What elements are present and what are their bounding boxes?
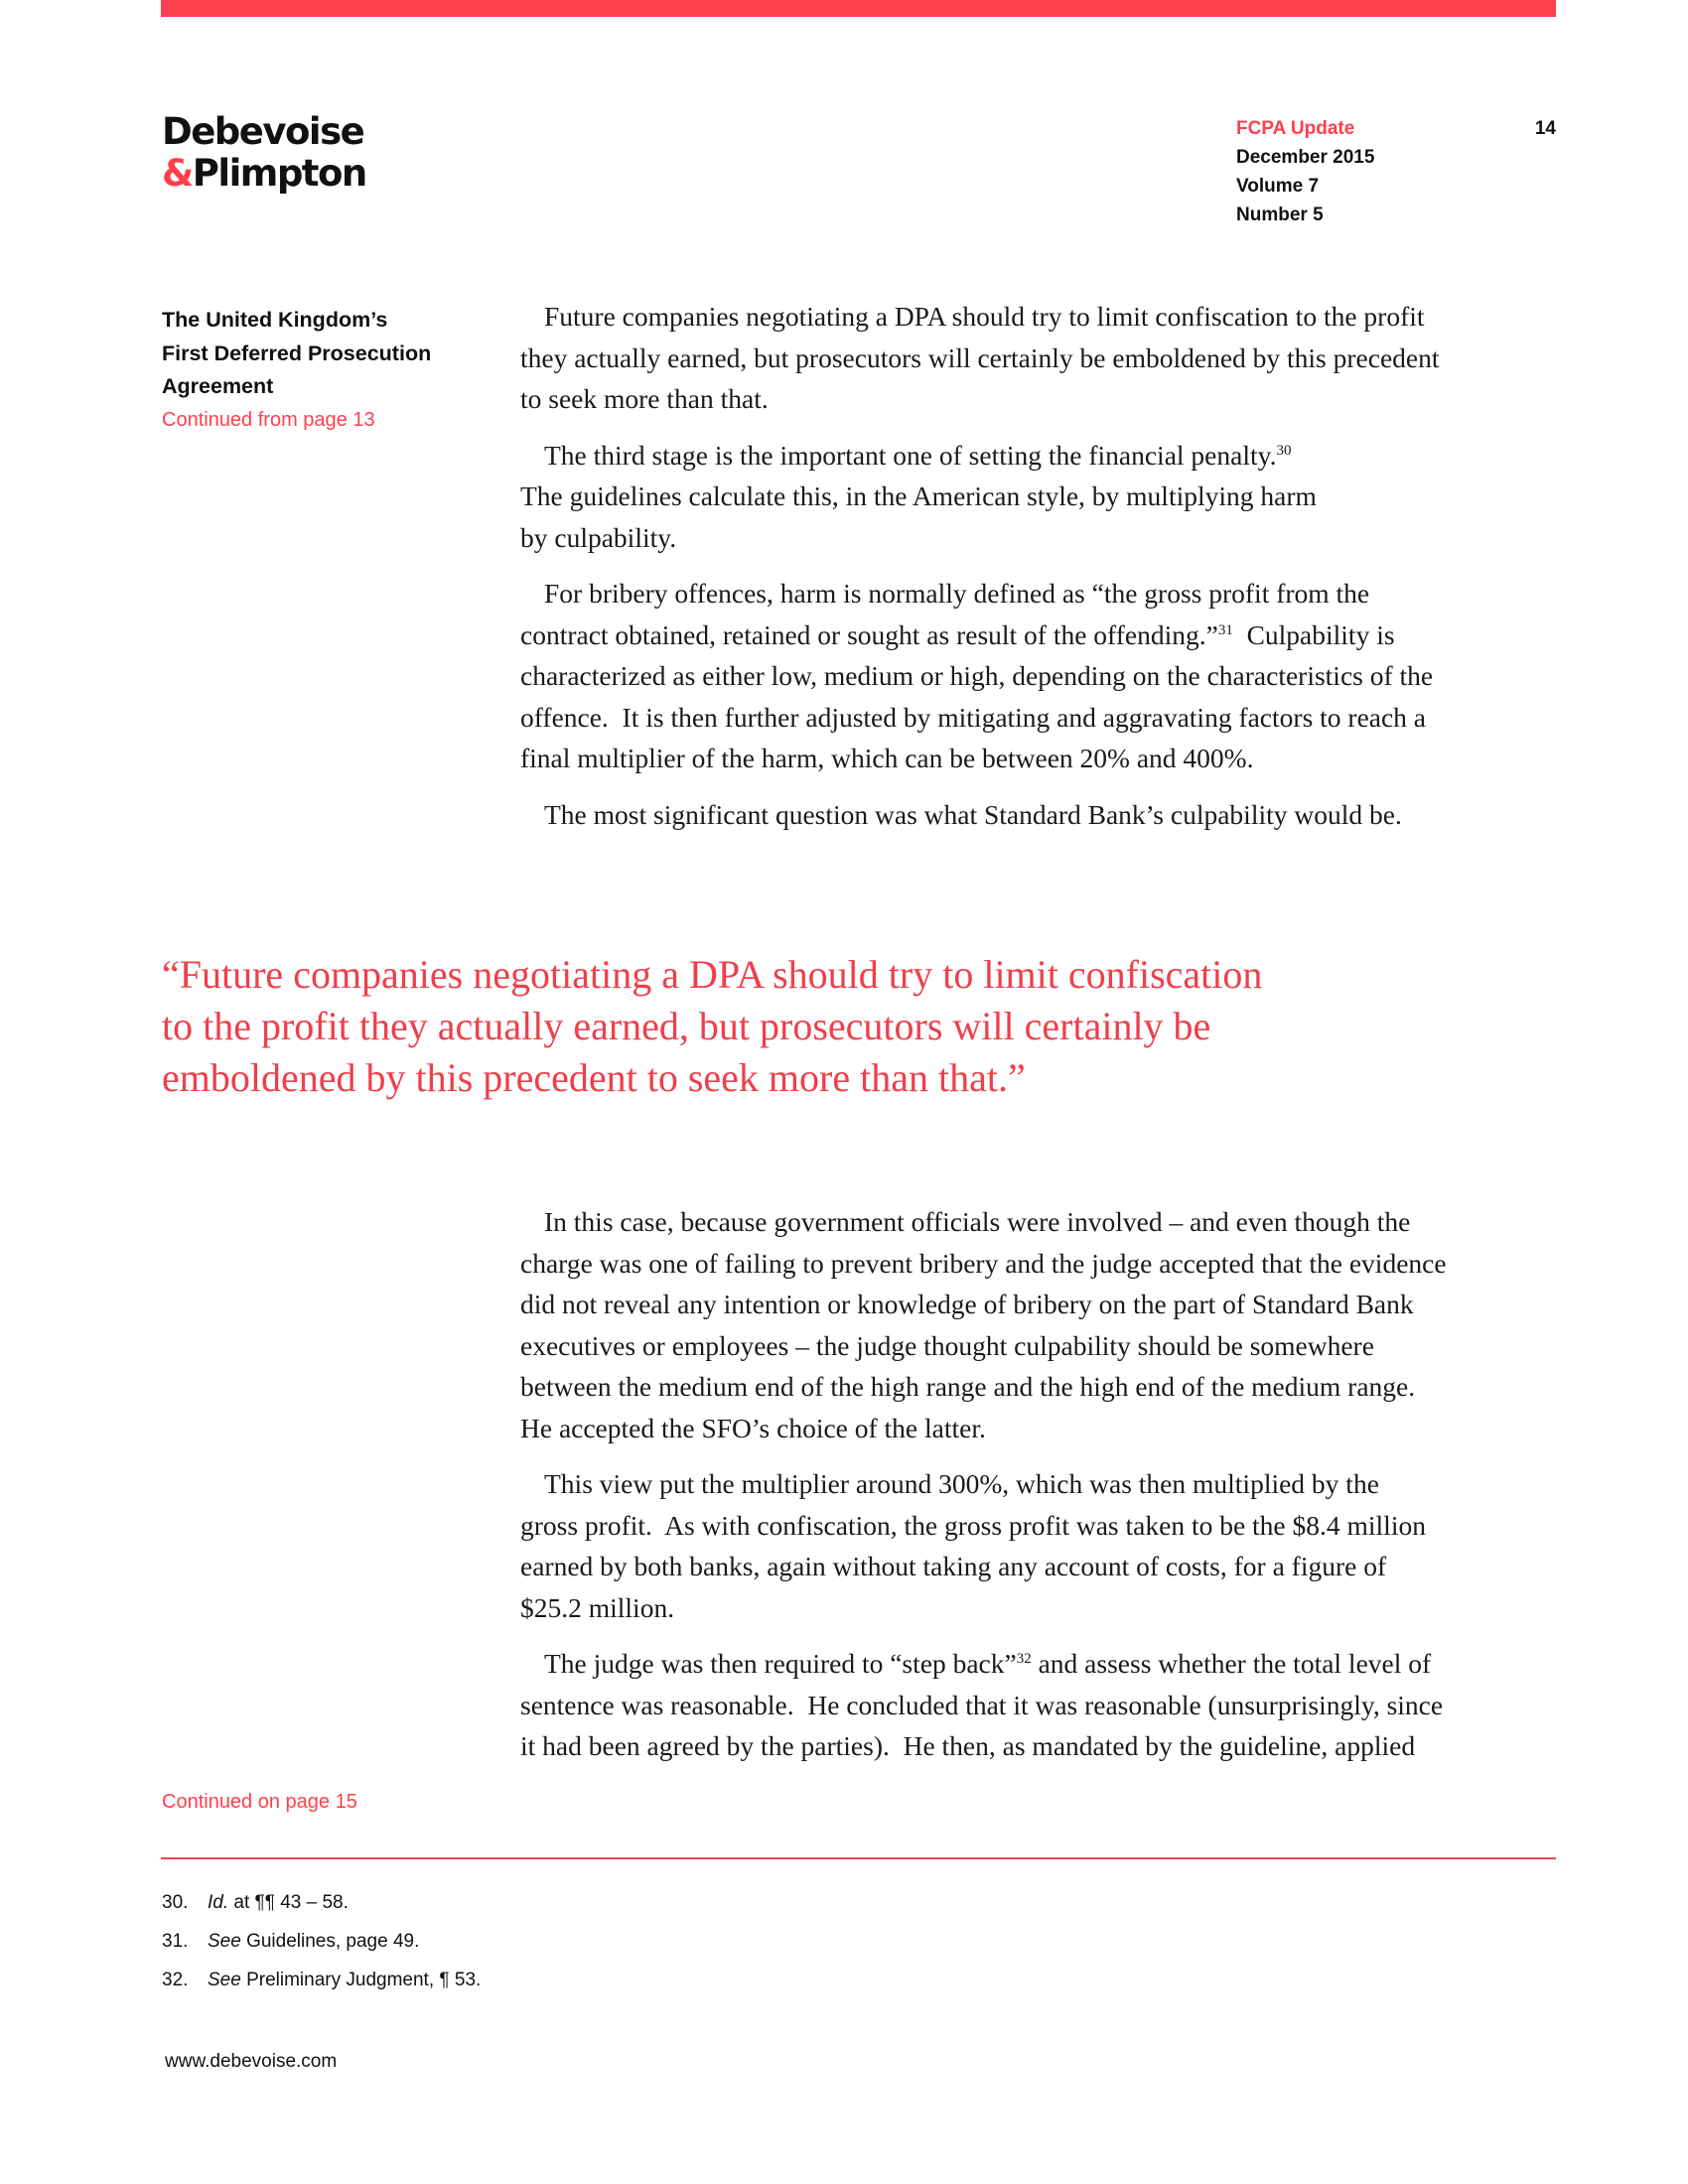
issue-number: Number 5 xyxy=(1236,205,1324,225)
text-line xyxy=(520,1587,1563,1629)
text-line xyxy=(520,1201,1563,1243)
text-line xyxy=(520,435,1563,477)
text-segment: contract obtained, retained or sought as result of the offending.” xyxy=(520,618,1218,650)
text-segment: executives or employees – the judge thought culpability should be somewhere xyxy=(520,1329,1374,1361)
text-line xyxy=(520,1243,1563,1285)
text-line xyxy=(520,573,1563,614)
text-line xyxy=(520,1685,1563,1726)
text-segment: offence. It is then further adjusted by mitigating and aggravating factors to reach a xyxy=(520,701,1427,733)
footnote-reference: 32 xyxy=(1016,1651,1032,1667)
footnote-emphasis: Id. xyxy=(208,1892,229,1913)
pull-quote-line: “Future companies negotiating a DPA should try to limit confiscation xyxy=(162,952,1263,997)
text-line xyxy=(520,1408,1563,1449)
paragraph xyxy=(520,1201,1563,1448)
footnote-divider xyxy=(161,1857,1556,1859)
text-line xyxy=(520,338,1563,379)
footnotes xyxy=(162,1883,481,1999)
website-link[interactable]: www.debevoise.com xyxy=(165,2051,338,2072)
text-line xyxy=(520,614,1563,656)
text-segment: it had been agreed by the parties). He then, as mandated by the guideline, applied xyxy=(520,1730,1416,1761)
logo-line1: Debevoise xyxy=(162,110,364,153)
paragraph xyxy=(520,1463,1563,1628)
issue-date: December 2015 xyxy=(1236,147,1375,168)
text-line xyxy=(520,296,1563,338)
text-segment: $25.2 million. xyxy=(520,1591,675,1623)
footnote-number: 32. xyxy=(162,1970,189,1990)
body-text-bottom xyxy=(520,1201,1563,1782)
footnote-emphasis: See xyxy=(208,1931,241,1952)
pull-quote-line: to the profit they actually earned, but prosecutors will certainly be xyxy=(162,1004,1211,1048)
logo-ampersand: & xyxy=(162,152,193,195)
article-title-line: Agreement xyxy=(162,374,274,398)
text-segment: The judge was then required to “step back” xyxy=(544,1648,1017,1679)
pull-quote xyxy=(162,949,1262,1104)
article-sidebar xyxy=(162,304,431,437)
text-line xyxy=(520,1325,1563,1367)
text-segment: between the medium end of the high range and the high end of the medium range. xyxy=(520,1371,1416,1402)
body-text-top xyxy=(520,296,1563,850)
footnote-emphasis: See xyxy=(208,1970,241,1990)
paragraph xyxy=(520,1643,1563,1767)
text-segment: sentence was reasonable. He concluded that it was reasonable (unsurprisingly, since xyxy=(520,1689,1444,1720)
article-title-line: First Deferred Prosecution xyxy=(162,341,432,365)
text-line xyxy=(520,1546,1563,1587)
footnote-text: at ¶¶ 43 – 58. xyxy=(228,1892,349,1913)
text-segment: In this case, because government officials were involved – and even though the xyxy=(544,1206,1411,1237)
continued-from-link[interactable]: Continued from page 13 xyxy=(162,408,375,431)
text-segment: characterized as either low, medium or high, depending on the characteristics of the xyxy=(520,660,1434,691)
footnote xyxy=(162,1883,481,1922)
publication-title: FCPA Update xyxy=(1236,118,1355,139)
top-accent-bar xyxy=(161,0,1556,17)
issue-volume: Volume 7 xyxy=(1236,176,1320,197)
text-segment: gross profit. As with confiscation, the gross profit was taken to be the $8.4 million xyxy=(520,1509,1426,1541)
text-line xyxy=(520,378,1563,420)
footnote-number: 31. xyxy=(162,1931,189,1952)
footnote-text: Preliminary Judgment, ¶ 53. xyxy=(240,1970,482,1990)
logo xyxy=(162,111,366,195)
text-line xyxy=(520,1643,1563,1685)
text-segment: by culpability. xyxy=(520,521,677,553)
text-line xyxy=(520,1366,1563,1408)
text-segment: Future companies negotiating a DPA should try to limit confiscation to the profit xyxy=(544,301,1425,332)
footnote xyxy=(162,1961,481,1999)
continued-on-link[interactable]: Continued on page 15 xyxy=(162,1791,357,1813)
logo-line2: Plimpton xyxy=(192,152,366,195)
article-title-line: The United Kingdom’s xyxy=(162,308,388,332)
text-line xyxy=(520,697,1563,739)
text-segment: The third stage is the important one of setting the financial penalty. xyxy=(544,439,1277,471)
text-segment: For bribery offences, harm is normally defined as “the gross profit from the xyxy=(544,578,1370,609)
paragraph xyxy=(520,573,1563,779)
text-segment: to seek more than that. xyxy=(520,383,769,414)
text-line xyxy=(520,517,1563,559)
footnote-reference: 30 xyxy=(1276,442,1292,459)
footnote-reference: 31 xyxy=(1217,621,1233,638)
footnote-number: 30. xyxy=(162,1892,189,1913)
text-segment: He accepted the SFO’s choice of the latter. xyxy=(520,1412,986,1443)
pull-quote-line: emboldened by this precedent to seek more than that.” xyxy=(162,1055,1026,1100)
text-line xyxy=(520,1463,1563,1505)
text-segment: they actually earned, but prosecutors will certainly be emboldened by this precedent xyxy=(520,341,1440,373)
text-segment: charge was one of failing to prevent bribery and the judge accepted that the evidence xyxy=(520,1247,1447,1279)
footnote-text: Guidelines, page 49. xyxy=(240,1931,420,1952)
text-line xyxy=(520,1505,1563,1547)
text-line xyxy=(520,1725,1563,1767)
paragraph xyxy=(520,296,1563,420)
page-number: 14 xyxy=(1534,118,1556,139)
paragraph xyxy=(520,435,1563,559)
paragraph xyxy=(520,794,1563,836)
text-segment: The most significant question was what Standard Bank’s culpability would be. xyxy=(544,798,1402,830)
text-segment: and assess whether the total level of xyxy=(1031,1648,1432,1679)
text-segment: This view put the multiplier around 300%, which was then multiplied by the xyxy=(544,1468,1379,1499)
text-line xyxy=(520,655,1563,697)
text-segment: The guidelines calculate this, in the American style, by multiplying harm xyxy=(520,480,1317,511)
text-line xyxy=(520,738,1563,779)
text-segment: final multiplier of the harm, which can be between 20% and 400%. xyxy=(520,743,1254,773)
text-segment: Culpability is xyxy=(1232,618,1395,650)
text-line xyxy=(520,476,1563,517)
issue-info xyxy=(1236,114,1374,229)
footnote xyxy=(162,1922,481,1961)
text-segment: earned by both banks, again without taking any account of costs, for a figure of xyxy=(520,1551,1387,1581)
text-segment: did not reveal any intention or knowledge of bribery on the part of Standard Bank xyxy=(520,1289,1414,1319)
text-line xyxy=(520,1284,1563,1325)
text-line xyxy=(520,794,1563,836)
